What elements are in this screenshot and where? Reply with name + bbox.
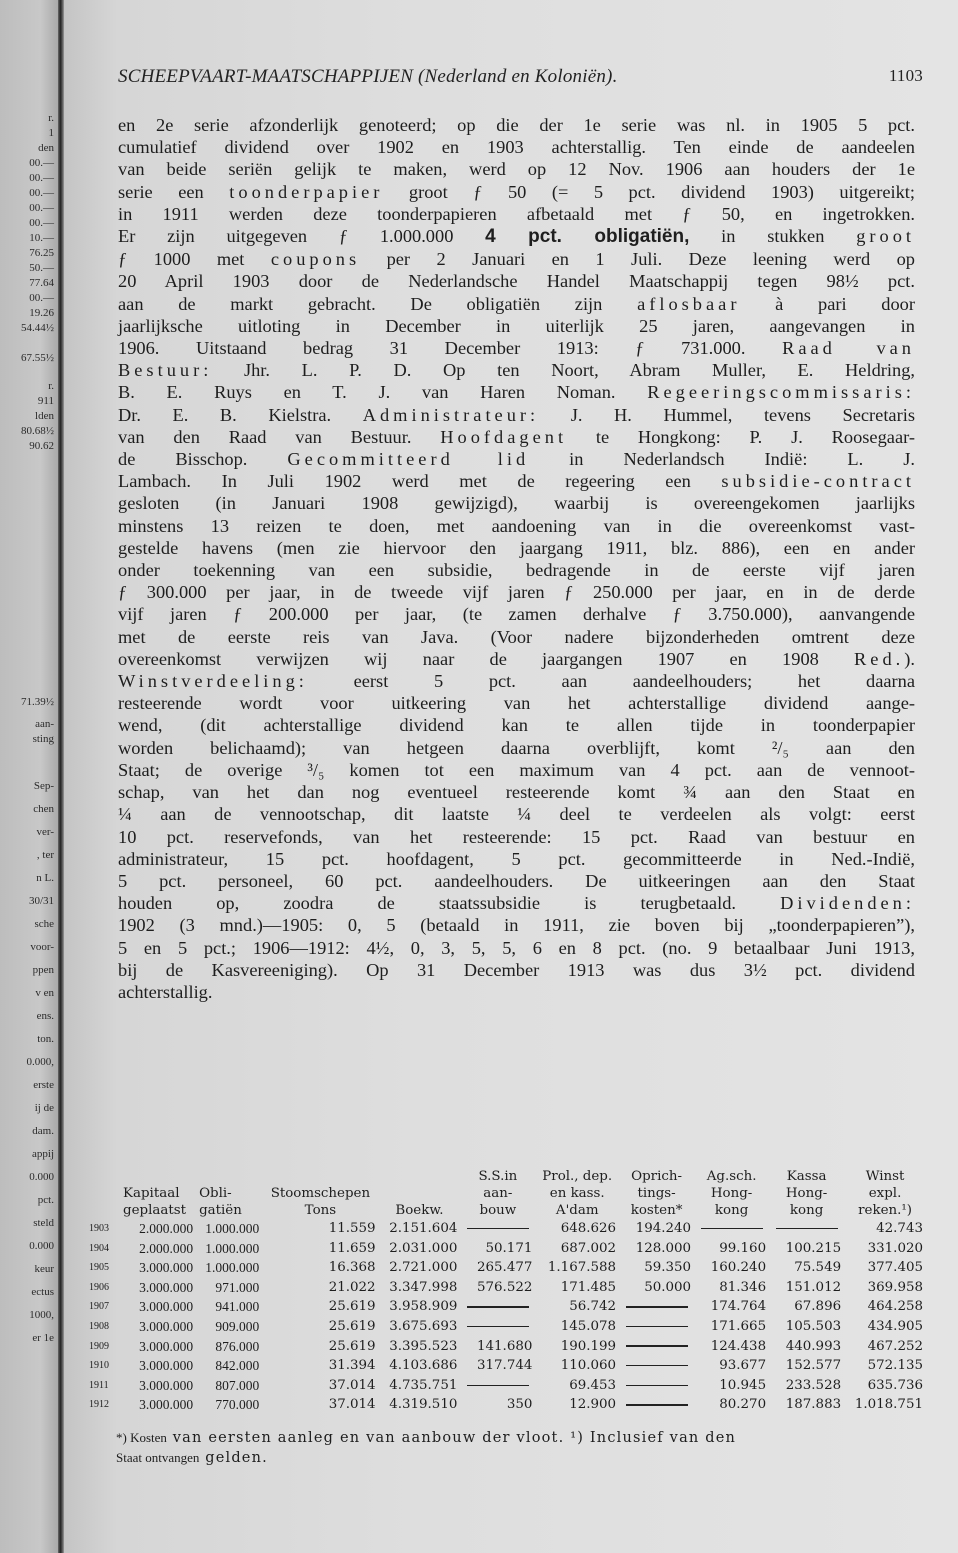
table-cell: 16.368 — [328, 1260, 376, 1276]
table-cell: 21.022 — [328, 1279, 376, 1295]
text-line: 10 pct. reservefonds, van het resteerende: 15 pct. Raad van bestuur en — [118, 826, 915, 847]
empty-dash — [626, 1345, 688, 1347]
text-line: B. E. Ruys en T. J. van Haren Noman. Regeeringscommissaris: — [118, 382, 915, 403]
table-cell — [619, 1376, 694, 1396]
column-header — [262, 1168, 378, 1185]
table-cell: 37.014 — [328, 1377, 376, 1393]
table-cell: 2.000.000 — [139, 1240, 194, 1256]
adjacent-page-text: 0.000 — [29, 1171, 54, 1183]
column-header: kong — [789, 1203, 824, 1218]
table-cell — [460, 1297, 535, 1317]
table-cell — [619, 1297, 694, 1317]
page-number: 1103 — [888, 66, 923, 85]
text-line: van den Raad van Bestuur. Hoofdagent te Hongkong: P. J. Roosegaar- — [118, 426, 915, 447]
text-line: aan de markt gebracht. De obligatiën zijn aflosbaar à pari door — [118, 293, 915, 314]
table-cell: 3.000.000 — [139, 1358, 194, 1374]
table-cell: 876.000 — [215, 1338, 260, 1354]
text-line: minstens 13 reizen te doen, met aandoening van in die overeenkomst vast- — [118, 515, 915, 536]
column-header: Oprich- — [631, 1169, 683, 1184]
table-cell: 3.000.000 — [139, 1260, 194, 1276]
table-cell: 12.900 — [569, 1397, 617, 1413]
table-header — [86, 1168, 926, 1219]
table-cell: 842.000 — [215, 1358, 260, 1374]
empty-dash — [467, 1306, 529, 1308]
column-header: geplaatst — [123, 1203, 186, 1218]
table-cell: 1909 — [89, 1340, 109, 1352]
table-cell: 971.000 — [215, 1279, 260, 1295]
column-header: Boekw. — [395, 1203, 444, 1218]
table-row — [86, 1258, 926, 1278]
text-line: Winstverdeeling: eerst 5 pct. aan aandeelhouders; het daarna — [118, 671, 915, 692]
column-header: Ag.sch. — [706, 1169, 757, 1184]
empty-dash — [626, 1385, 688, 1387]
adjacent-page-text: 54.44½ — [21, 322, 54, 334]
column-header: en kass. — [549, 1186, 605, 1201]
table-cell: 3.675.693 — [389, 1318, 458, 1334]
text-line: cumulatief dividend over 1902 en 1903 achterstallig. Ten einde de aandeelen — [118, 137, 915, 158]
table-cell: 99.160 — [719, 1240, 767, 1256]
footnote-line-2: Staat ontvangen gelden. — [116, 1450, 268, 1466]
table-cell: 152.577 — [785, 1358, 842, 1374]
column-header: Kapitaal — [123, 1186, 180, 1201]
text-line: de Bisschop. Gecommitteerd lid in Nederlandsch Indië: L. J. — [118, 449, 915, 470]
table-header-row — [86, 1185, 926, 1202]
table-row — [86, 1395, 926, 1415]
adjacent-page-text: 19.26 — [29, 307, 54, 319]
table-row — [86, 1239, 926, 1259]
text-line: Staat; de overige ³/₅ komen tot een maximum van 4 pct. aan de vennoot- — [118, 759, 915, 780]
column-header: A'dam — [555, 1203, 599, 1218]
text-line: achterstallig. — [118, 981, 213, 1002]
empty-dash — [626, 1306, 688, 1308]
column-header: reken.¹) — [858, 1203, 912, 1218]
table-cell: 1.000.000 — [205, 1221, 260, 1236]
column-header — [379, 1185, 461, 1202]
text-line: met de eerste reis van Java. (Voor nadere bijzonderheden omtrent deze — [118, 626, 915, 647]
adjacent-page-text: 71.39½ — [21, 696, 54, 708]
adjacent-page-text: , ter — [36, 849, 54, 861]
table-row — [86, 1337, 926, 1357]
table-cell: 50.171 — [485, 1240, 533, 1256]
table-cell: 93.677 — [719, 1358, 767, 1374]
table-cell: 4.319.510 — [389, 1397, 458, 1413]
adjacent-page-text: ton. — [37, 1033, 54, 1045]
text-line: worden belichaamd); van hetgeen daarna overblijft, komt ²/₅ aan den — [118, 737, 915, 758]
table-cell: 369.958 — [867, 1279, 923, 1295]
table-cell — [460, 1219, 535, 1239]
table-row — [86, 1219, 926, 1239]
table-cell: 75.549 — [794, 1260, 842, 1276]
adjacent-page-text: dam. — [32, 1125, 54, 1137]
adjacent-page-text: r. — [48, 112, 54, 124]
table-cell: 4.735.751 — [389, 1377, 458, 1393]
adjacent-page-text: 0.000, — [26, 1056, 54, 1068]
empty-dash — [776, 1228, 838, 1230]
text-line: Dr. E. B. Kielstra. Administrateur: J. H. Hummel, tevens Secretaris — [118, 404, 915, 425]
text-line: overeenkomst verwijzen wij naar de jaargangen 1907 en 1908 Red.). — [118, 648, 915, 669]
adjacent-page-text: sting — [32, 733, 54, 745]
column-header: Prol., dep. — [542, 1169, 613, 1184]
table-cell: 25.619 — [328, 1318, 376, 1334]
adjacent-page-text: Sep- — [33, 780, 54, 792]
table-cell: 187.883 — [785, 1397, 842, 1413]
table-cell: 648.626 — [560, 1221, 617, 1236]
table-cell: 1911 — [89, 1379, 109, 1391]
adjacent-page-text: keur — [34, 1263, 54, 1275]
table-cell: 807.000 — [215, 1377, 260, 1393]
table-cell: 100.215 — [785, 1240, 842, 1256]
column-header: Winst — [865, 1169, 905, 1184]
table-cell: 25.619 — [328, 1299, 376, 1315]
table-cell: 572.135 — [867, 1358, 923, 1374]
table-cell: 42.743 — [876, 1221, 923, 1236]
table-cell: 105.503 — [785, 1318, 842, 1334]
column-header: tings- — [637, 1186, 676, 1201]
text-line: in 1911 werden deze toonderpapieren afbetaald met ƒ 50, en ingetrokken. — [118, 203, 915, 224]
table-cell: 171.665 — [710, 1318, 767, 1334]
table-cell: 25.619 — [328, 1338, 376, 1354]
table-cell: 1.018.751 — [854, 1397, 923, 1413]
table-cell: 110.060 — [560, 1358, 617, 1374]
table-cell: 3.000.000 — [139, 1397, 194, 1413]
adjacent-page-text: ij de — [34, 1102, 54, 1114]
table-row — [86, 1278, 926, 1298]
empty-dash — [626, 1404, 688, 1406]
column-header: kong — [714, 1203, 749, 1218]
table-cell: 464.258 — [867, 1299, 923, 1315]
text-line: ƒ 300.000 per jaar, in de tweede vijf jaren ƒ 250.000 per jaar, en in de derde — [118, 582, 915, 603]
table-cell: 81.346 — [719, 1279, 767, 1295]
column-header — [379, 1168, 461, 1185]
table-cell: 3.000.000 — [139, 1299, 194, 1315]
table-cell: 3.347.998 — [389, 1279, 458, 1295]
adjacent-page-text: steld — [33, 1217, 54, 1229]
table-cell — [460, 1376, 535, 1396]
table-cell — [619, 1317, 694, 1337]
empty-dash — [701, 1228, 763, 1230]
table-cell: 265.477 — [477, 1260, 533, 1276]
column-header: Hong- — [710, 1186, 753, 1201]
column-header: bouw — [479, 1203, 517, 1218]
adjacent-page-text: sche — [34, 918, 54, 930]
text-line: ¼ aan de vennootschap, dit laatste ¼ deel te verdeelen als volgt: eerst — [118, 804, 915, 825]
table-cell: 687.002 — [560, 1240, 617, 1256]
text-line: administrateur, 15 pct. hoofdagent, 5 pct. gecommitteerde in Ned.-Indië, — [118, 848, 915, 869]
table-body — [86, 1219, 926, 1415]
table-cell: 3.000.000 — [139, 1377, 194, 1393]
adjacent-page-text: aan- — [35, 718, 54, 730]
footnote — [116, 1428, 921, 1468]
adjacent-page-text: 1 — [48, 127, 54, 139]
table-cell: 160.240 — [710, 1260, 767, 1276]
text-line: serie een toonderpapier groot ƒ 50 (= 5 pct. dividend 1903) uitgereikt; — [118, 181, 916, 202]
footnote-line-1: *) Kosten van eersten aanleg en van aanbouw der vloot. ¹) Inclusief van den — [116, 1430, 737, 1446]
adjacent-page-text: voor- — [30, 941, 54, 953]
adjacent-page-text: pct. — [37, 1194, 54, 1206]
adjacent-page-text: 00.— — [29, 292, 54, 304]
text-line: Er zijn uitgegeven ƒ 1.000.000 4 pct. obligatiën, in stukken groot — [118, 226, 916, 248]
table-cell: 434.905 — [867, 1318, 923, 1334]
column-header: S.S.in — [478, 1169, 518, 1184]
adjacent-page-text: r. — [48, 380, 54, 392]
table-cell: 67.896 — [794, 1299, 842, 1315]
empty-dash — [626, 1326, 688, 1328]
adjacent-page-text: 30/31 — [28, 895, 54, 907]
table-cell: 909.000 — [215, 1318, 260, 1334]
text-line: Bestuur: Jhr. L. P. D. Op ten Noort, Abram Muller, E. Heldring, — [118, 360, 915, 381]
table-cell: 56.742 — [569, 1299, 617, 1315]
adjacent-page-text: 00.— — [29, 202, 54, 214]
table-cell: 317.744 — [477, 1358, 533, 1374]
table-cell: 3.958.909 — [389, 1299, 458, 1315]
text-line: bij de Kasvereeniging). Op 31 December 1913 was dus 3½ pct. dividend — [118, 959, 915, 980]
table-cell: 37.014 — [328, 1397, 376, 1413]
empty-dash — [626, 1365, 688, 1367]
adjacent-page-text: 0.000 — [29, 1240, 54, 1252]
text-line: wend, (dit achterstallige dividend kan te allen tijde in toonderpapier — [118, 715, 915, 736]
table-cell: 190.199 — [560, 1338, 617, 1354]
table-cell: 1910 — [89, 1360, 109, 1372]
table-cell: 145.078 — [560, 1318, 617, 1334]
table-cell: 440.993 — [785, 1338, 842, 1354]
column-header: kosten* — [630, 1203, 683, 1218]
table-cell: 59.350 — [644, 1260, 692, 1276]
adjacent-page-text: chen — [33, 803, 54, 815]
table-row — [86, 1317, 926, 1337]
text-line: vijf jaren ƒ 200.000 per jaar, (te zamen derhalve ƒ 3.750.000), aanvangende — [118, 604, 915, 625]
table-cell: 2.151.604 — [389, 1221, 458, 1236]
text-line: van beide seriën gelijk te maken, werd op 12 Nov. 1906 aan houders der 1e — [118, 159, 915, 180]
table-cell: 2.000.000 — [139, 1221, 194, 1236]
adjacent-page-text: ver- — [36, 826, 54, 838]
table-cell — [619, 1356, 694, 1376]
column-header: Obli- — [199, 1186, 232, 1201]
text-line: gesloten (in Januari 1908 gewijzigd), waarbij is overeengekomen jaarlijks — [118, 493, 915, 514]
table-cell: 1903 — [89, 1223, 109, 1234]
table-cell: 1906 — [89, 1281, 109, 1293]
adjacent-page-fragment — [0, 0, 58, 1553]
column-header: aan- — [483, 1186, 513, 1201]
text-line: houden op, zoodra de staatssubsidie is terugbetaald. Dividenden: — [118, 893, 915, 914]
column-header — [86, 1168, 120, 1185]
table-cell: 2.721.000 — [389, 1260, 458, 1276]
adjacent-page-text: lden — [35, 410, 54, 422]
empty-dash — [467, 1228, 529, 1230]
table-cell: 124.438 — [710, 1338, 767, 1354]
text-line: schap, van het dan nog eventueel resteerende komt ¾ aan den Staat en — [118, 782, 915, 803]
adjacent-page-text: 911 — [37, 395, 54, 407]
table-cell: 1904 — [89, 1242, 109, 1254]
table-cell: 174.764 — [710, 1299, 767, 1315]
column-header: gatiën — [199, 1203, 242, 1218]
body-text — [118, 114, 915, 1003]
adjacent-page-text: appij — [32, 1148, 54, 1160]
table-cell: 151.012 — [785, 1279, 842, 1295]
column-header: Hong- — [785, 1186, 828, 1201]
table-cell: 2.031.000 — [389, 1240, 458, 1256]
table-cell: 171.485 — [560, 1279, 617, 1295]
table-cell — [619, 1395, 694, 1415]
text-line: gestelde havens (men zie hiervoor den jaargang 1911, blz. 886), een en ander — [118, 537, 915, 558]
text-line: 1906. Uitstaand bedrag 31 December 1913: ƒ 731.000. Raad van — [118, 338, 915, 359]
adjacent-page-text: 90.62 — [29, 440, 54, 452]
table-cell: 50.000 — [644, 1279, 692, 1295]
adjacent-page-text: 50.— — [29, 262, 54, 274]
adjacent-page-text: ens. — [36, 1010, 54, 1022]
table-cell: 194.240 — [635, 1221, 692, 1236]
table-cell: 10.945 — [719, 1377, 767, 1393]
table-cell: 69.453 — [569, 1377, 617, 1393]
text-line: 5 en 5 pct.; 1906—1912: 4½, 0, 3, 5, 5, 6 en 8 pct. (no. 9 betaalbaar Juni 1913, — [118, 937, 915, 958]
empty-dash — [467, 1385, 529, 1387]
adjacent-page-text: v en — [35, 987, 54, 999]
adjacent-page-text: den — [38, 142, 54, 154]
table-cell: 3.395.523 — [389, 1338, 458, 1354]
table-cell: 377.405 — [867, 1260, 923, 1276]
text-line: ƒ 1000 met coupons per 2 Januari en 1 Juli. Deze leening werd op — [118, 249, 915, 270]
text-line: Lambach. In Juli 1902 werd met de regeering een subsidie-contract — [118, 471, 915, 492]
table-cell — [619, 1337, 694, 1357]
table-cell — [460, 1317, 535, 1337]
column-header — [120, 1168, 196, 1185]
table-cell: 3.000.000 — [139, 1318, 194, 1334]
table-cell: 141.680 — [477, 1338, 533, 1354]
table-cell: 350 — [506, 1397, 533, 1413]
adjacent-page-text: 67.55½ — [21, 352, 54, 364]
table-cell: 11.559 — [328, 1221, 376, 1236]
table-cell: 635.736 — [867, 1377, 923, 1393]
empty-dash — [467, 1326, 529, 1328]
text-line: en 2e serie afzonderlijk genoteerd; op die der 1e serie was nl. in 1905 5 pct. — [118, 115, 915, 135]
table-cell: 80.270 — [719, 1397, 767, 1413]
table-cell: 233.528 — [785, 1377, 842, 1393]
text-line: resteerende wordt voor uitkeering van het achterstallige dividend aange- — [118, 693, 915, 714]
adjacent-page-text: 80.68½ — [21, 425, 54, 437]
table-cell: 4.103.686 — [389, 1358, 458, 1374]
column-header: Stoomschepen — [270, 1186, 371, 1201]
column-header — [196, 1168, 262, 1185]
text-line: onder toekenning van een subsidie, bedragende in de eerste vijf jaren — [118, 560, 915, 581]
book-page — [64, 0, 958, 1553]
column-header — [86, 1185, 120, 1202]
table-row — [86, 1376, 926, 1396]
text-line: 5 pct. personeel, 60 pct. aandeelhouders. De uitkeeringen aan den Staat — [118, 870, 915, 891]
adjacent-page-text: 00.— — [29, 172, 54, 184]
table-cell: 1.000.000 — [205, 1260, 260, 1276]
table-row — [86, 1297, 926, 1317]
adjacent-page-text: 00.— — [29, 187, 54, 199]
table-cell: 3.000.000 — [139, 1338, 194, 1354]
table-cell: 1.000.000 — [205, 1240, 260, 1256]
column-header: expl. — [868, 1186, 902, 1201]
page-title: SCHEEPVAART-MAATSCHAPPIJEN (Nederland en Koloniën). — [118, 66, 618, 87]
table-cell: 1905 — [89, 1262, 109, 1274]
table-cell: 331.020 — [867, 1240, 923, 1256]
table-cell: 576.522 — [477, 1279, 533, 1295]
adjacent-page-text: 10.— — [29, 232, 54, 244]
table-cell: 11.659 — [328, 1240, 376, 1256]
adjacent-page-text: ectus — [31, 1286, 54, 1298]
adjacent-page-text: 00.— — [29, 217, 54, 229]
adjacent-page-text: n L. — [36, 872, 54, 884]
table-cell: 3.000.000 — [139, 1279, 194, 1295]
adjacent-page-text: erste — [33, 1079, 54, 1091]
table-cell: 128.000 — [635, 1240, 692, 1256]
text-line: 1902 (3 mnd.)—1905: 0, 5 (betaald in 1911, zie boven bij „toonderpapieren”), — [118, 915, 915, 936]
table-row — [86, 1356, 926, 1376]
adjacent-page-text: 00.— — [29, 157, 54, 169]
adjacent-page-text: er 1e — [32, 1332, 54, 1344]
table-cell: 1907 — [89, 1301, 109, 1313]
column-header — [86, 1202, 120, 1219]
running-head — [118, 66, 923, 88]
table-cell — [694, 1219, 769, 1239]
table-cell: 1908 — [89, 1320, 109, 1332]
adjacent-page-text: 76.25 — [29, 247, 54, 259]
adjacent-page-text: 77.64 — [29, 277, 54, 289]
table-cell: 1912 — [89, 1399, 109, 1411]
table-cell — [769, 1219, 844, 1239]
table-cell: 467.252 — [867, 1338, 923, 1354]
text-line: 20 April 1903 door de Nederlandsche Handel Maatschappij tegen 98½ pct. — [118, 271, 915, 292]
financial-table — [86, 1168, 926, 1415]
table-cell: 1.167.588 — [547, 1260, 617, 1276]
table-cell: 31.394 — [328, 1358, 376, 1374]
adjacent-page-text: ppen — [32, 964, 54, 976]
text-line: jaarlijksche uitloting in December in uiterlijk 25 jaren, aangevangen in — [118, 315, 915, 336]
table-cell: 770.000 — [215, 1397, 260, 1413]
column-header: Tons — [304, 1203, 337, 1218]
table-header-row — [86, 1168, 926, 1185]
table-cell: 941.000 — [215, 1299, 260, 1315]
column-header: Kassa — [786, 1169, 827, 1184]
table-header-row — [86, 1202, 926, 1219]
adjacent-page-text: 1000, — [29, 1309, 54, 1321]
